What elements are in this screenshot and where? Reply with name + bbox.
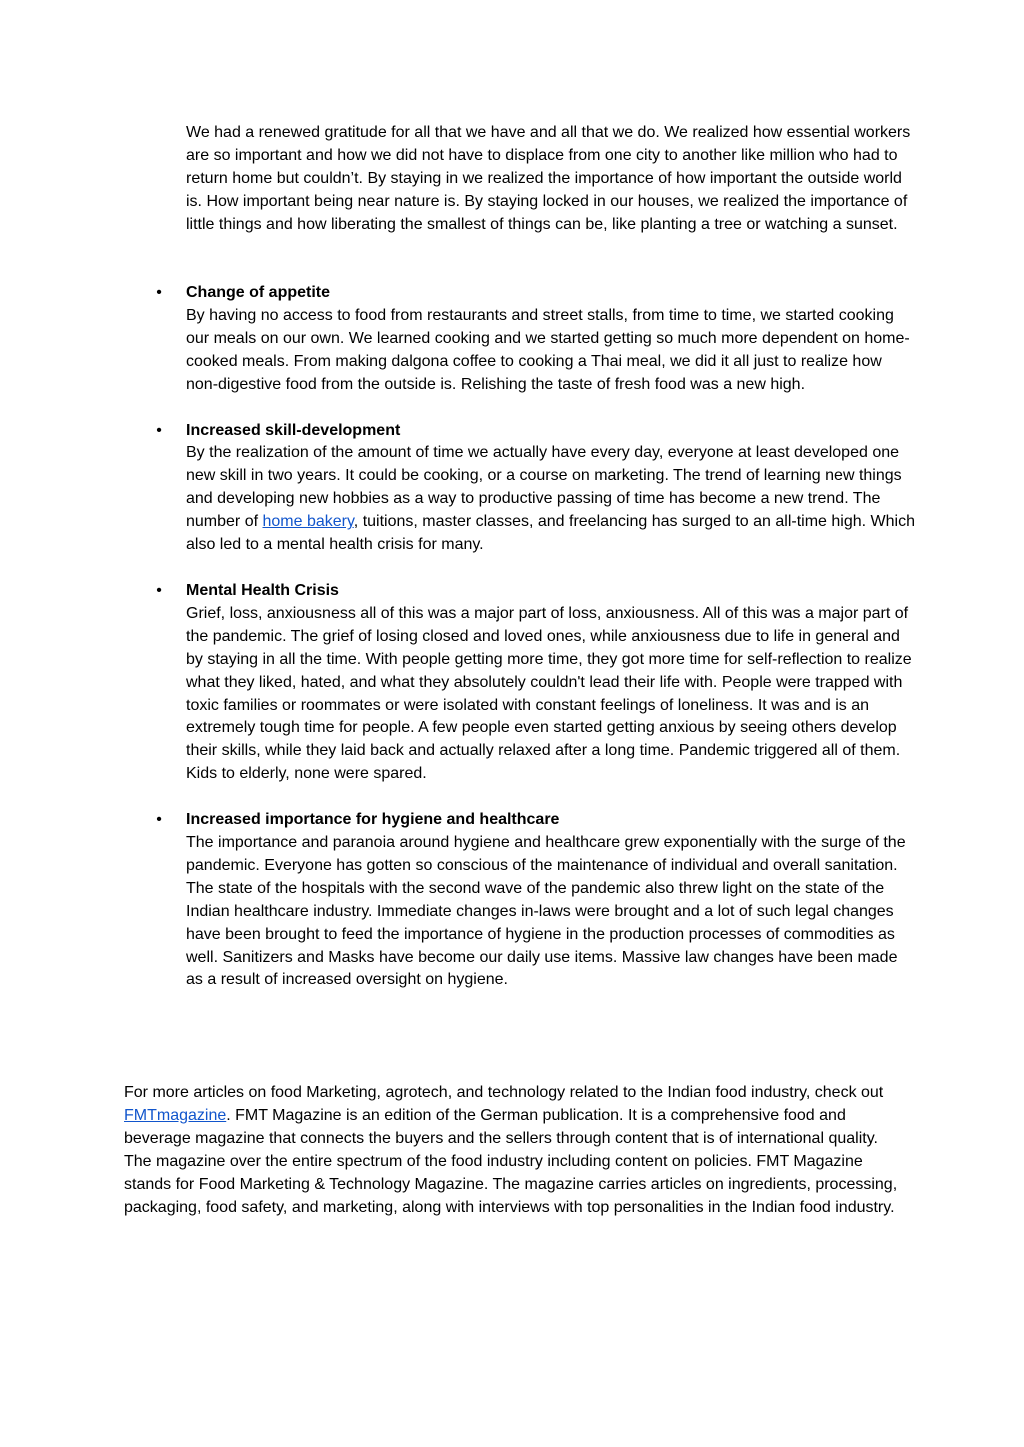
- closing-paragraph: [124, 1082, 909, 1219]
- bullet-body-text: By the realization of the amount of time we actually have every day, everyone at least developed one new skill in two years. It could be cooking, or a course on marketing. The trend of learning new things and developing new hobbies as a way to productive passing of time has become a new trend. The number of: [186, 444, 902, 531]
- bullet-marker: •: [156, 421, 162, 439]
- bullet-item-mental-health-crisis: [0, 580, 916, 786]
- home-bakery-link[interactable]: home bakery: [262, 513, 354, 531]
- bullet-body: The importance and paranoia around hygiene and healthcare grew exponentially with the surge of the pandemic. Everyone has gotten so conscious of the maintenance of individual and overall sanitation. The state of the hospitals with the second wave of the pandemic also threw light on the state of the Indian healthcare industry. Immediate changes in-laws were brought and a lot of such legal changes have been brought to feed the importance of hygiene in the production processes of commodities as well. Sanitizers and Masks have become our daily use items. Massive law changes have been made as a result of increased oversight on hygiene.: [186, 834, 906, 989]
- bullet-list: [0, 282, 1024, 1015]
- closing-text: For more articles on food Marketing, agrotech, and technology related to the Indian food industry, check out: [124, 1084, 884, 1101]
- bullet-marker: •: [156, 811, 162, 829]
- bullet-body: [186, 442, 916, 557]
- fmtmagazine-link[interactable]: FMTmagazine: [124, 1106, 227, 1124]
- bullet-item-increased-skill-development: [0, 420, 916, 557]
- bullet-body: By having no access to food from restaurants and street stalls, from time to time, we started cooking our meals on our own. We learned cooking and we started getting so much more dependent on home-cooked meals. From making dalgona coffee to cooking a Thai meal, we did it all just to realize how non-digestive food from the outside is. Relishing the taste of fresh food was a new high.: [186, 306, 910, 393]
- closing-text: . FMT Magazine is an edition of the German publication. It is a comprehensive food and beverage magazine that connects the buyers and the sellers through content that is of international quality. The magazine over the entire spectrum of the food industry including content on policies. FMT Magazine stands for Food Marketing & Technology Magazine. The magazine carries articles on ingredients, processing, packaging, food safety, and marketing, along with interviews with top personalities in the Indian food industry.: [124, 1106, 898, 1216]
- bullet-heading: Change of appetite: [186, 284, 331, 301]
- bullet-item-hygiene-and-healthcare: [0, 809, 916, 992]
- bullet-body: Grief, loss, anxiousness all of this was a major part of loss, anxiousness. All of this was a major part of the pandemic. The grief of losing closed and loved ones, while anxiousness due to life in general and by staying in all the time. With people getting more time, they got more time for self-reflection to realize what they liked, hated, and what they absolutely couldn't lead their life with. People were trapped with toxic families or roommates or were isolated with constant feelings of loneliness. It was and is an extremely tough time for people. A few people even started getting anxious by seeing others develop their skills, while they laid back and actually relaxed after a long time. Pandemic triggered all of them. Kids to elderly, none were spared.: [186, 604, 912, 783]
- bullet-marker: •: [156, 581, 162, 599]
- bullet-heading: Increased skill-development: [186, 421, 401, 439]
- bullet-body-text: , tuitions, master classes, and freelancing has surged to an all-time high. Which also led to a mental health crisis for many.: [186, 513, 915, 554]
- bullet-heading: Mental Health Crisis: [186, 581, 339, 599]
- bullet-heading: Increased importance for hygiene and healthcare: [186, 811, 560, 829]
- bullet-item-change-of-appetite: [0, 282, 916, 397]
- bullet-marker: •: [156, 284, 162, 301]
- intro-paragraph: We had a renewed gratitude for all that we have and all that we do. We realized how essential workers are so important and how we did not have to displace from one city to another like million who had to return home but couldn’t. By staying in we realized the importance of how important the outside world is. How important being near nature is. By staying locked in our houses, we realized the importance of little things and how liberating the smallest of things can be, like planting a tree or watching a sunset.: [186, 124, 911, 233]
